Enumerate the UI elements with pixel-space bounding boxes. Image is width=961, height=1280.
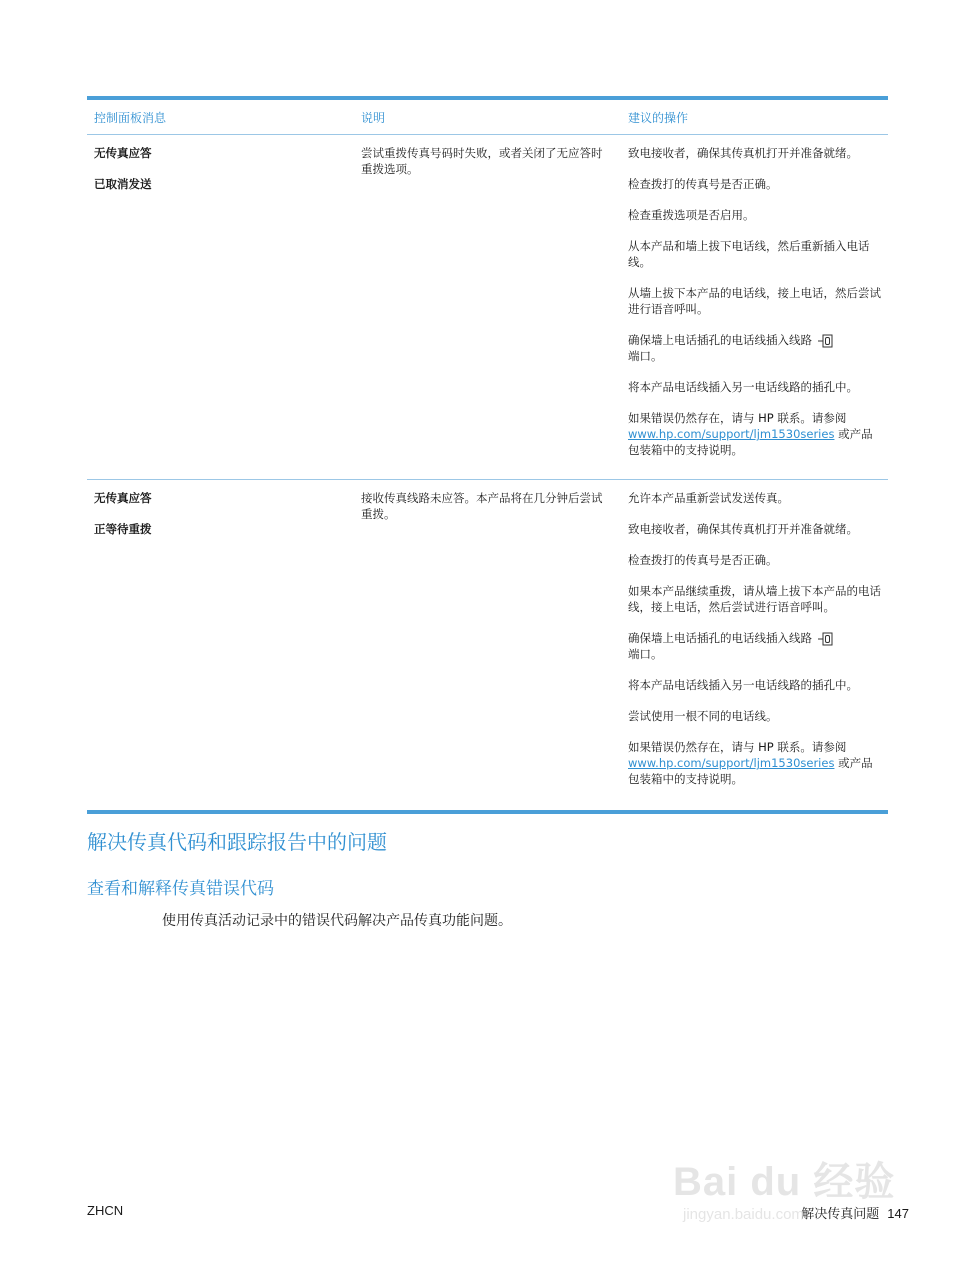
panel-message: 无传真应答 [94, 146, 152, 160]
header-recommended-action: 建议的操作 [628, 110, 689, 125]
action-text: 如果本产品继续重拨，请从墙上拔下本产品的电话线，接上电话，然后尝试进行语音呼叫。 [628, 584, 881, 614]
watermark-url: jingyan.baidu.com [683, 1206, 804, 1223]
support-link[interactable]: www.hp.com/support/ljm1530series [628, 427, 835, 441]
action-item [628, 145, 888, 161]
action-text: 从本产品和墙上拔下电话线，然后重新插入电话线。 [628, 239, 870, 269]
message-cell [87, 145, 354, 473]
panel-message: 已取消发送 [94, 177, 152, 191]
action-item [628, 285, 888, 317]
description-text: 接收传真线路未应答。本产品将在几分钟后尝试重拨。 [361, 491, 603, 521]
footer-page-number: 147 [887, 1206, 909, 1221]
table-body [87, 135, 888, 808]
action-text: 尝试使用一根不同的电话线。 [628, 709, 778, 723]
action-item [628, 739, 888, 787]
table-row [87, 479, 888, 808]
action-item [628, 207, 888, 223]
action-text: 致电接收者，确保其传真机打开并准备就绪。 [628, 522, 858, 536]
action-text: 检查重拨选项是否启用。 [628, 208, 755, 222]
action-item [628, 708, 888, 724]
footer-locale: ZHCN [87, 1203, 124, 1218]
phone-line-port-icon [818, 334, 834, 348]
description-text: 尝试重拨传真号码时失败，或者关闭了无应答时重拨选项。 [361, 146, 603, 176]
action-text: 确保墙上电话插孔的电话线插入线路 [628, 333, 812, 347]
action-text: 检查拨打的传真号是否正确。 [628, 553, 778, 567]
subsection-title: 查看和解释传真错误代码 [87, 879, 274, 899]
phone-line-port-icon [818, 632, 834, 646]
action-item [628, 521, 888, 537]
header-control-panel-message: 控制面板消息 [94, 110, 167, 125]
action-item [628, 238, 888, 270]
body-paragraph: 使用传真活动记录中的错误代码解决产品传真功能问题。 [162, 913, 512, 929]
action-text: 允许本产品重新尝试发送传真。 [628, 491, 789, 505]
action-cell [621, 145, 888, 473]
action-item [628, 176, 888, 192]
support-link[interactable]: www.hp.com/support/ljm1530series [628, 756, 835, 770]
action-text: 检查拨打的传真号是否正确。 [628, 177, 778, 191]
message-cell [87, 490, 354, 802]
action-text-after: 端口。 [628, 349, 663, 363]
action-text: 如果错误仍然存在，请与 HP 联系。请参阅 [628, 740, 847, 754]
action-text: 从墙上拔下本产品的电话线，接上电话，然后尝试进行语音呼叫。 [628, 286, 881, 316]
description-cell [354, 145, 621, 473]
action-item [628, 552, 888, 568]
action-item [628, 379, 888, 395]
action-text: 将本产品电话线插入另一电话线路的插孔中。 [628, 678, 858, 692]
action-text: 将本产品电话线插入另一电话线路的插孔中。 [628, 380, 858, 394]
table-bottom-rule [87, 810, 888, 814]
action-item [628, 583, 888, 615]
footer-chapter: 解决传真问题 [801, 1207, 880, 1222]
action-text: 如果错误仍然存在，请与 HP 联系。请参阅 [628, 411, 847, 425]
action-item [628, 677, 888, 693]
action-item [628, 490, 888, 506]
panel-message: 正等待重拨 [94, 522, 152, 536]
action-text-after: 或产品包装箱中的支持说明。 [628, 756, 873, 786]
panel-message: 无传真应答 [94, 491, 152, 505]
action-text: 致电接收者，确保其传真机打开并准备就绪。 [628, 146, 858, 160]
action-text-after: 或产品包装箱中的支持说明。 [628, 427, 873, 457]
action-text: 确保墙上电话插孔的电话线插入线路 [628, 631, 812, 645]
description-cell [354, 490, 621, 802]
action-text-after: 端口。 [628, 647, 663, 661]
baidu-watermark [673, 1150, 903, 1245]
table-header [87, 100, 888, 135]
section-title: 解决传真代码和跟踪报告中的问题 [87, 830, 387, 854]
action-item [628, 630, 888, 662]
table-row [87, 135, 888, 479]
fax-message-table [87, 96, 888, 814]
action-item [628, 332, 888, 364]
header-description: 说明 [361, 110, 386, 125]
action-cell [621, 490, 888, 802]
action-item [628, 410, 888, 458]
watermark-logo-text: Bai du 经验 [673, 1160, 896, 1204]
